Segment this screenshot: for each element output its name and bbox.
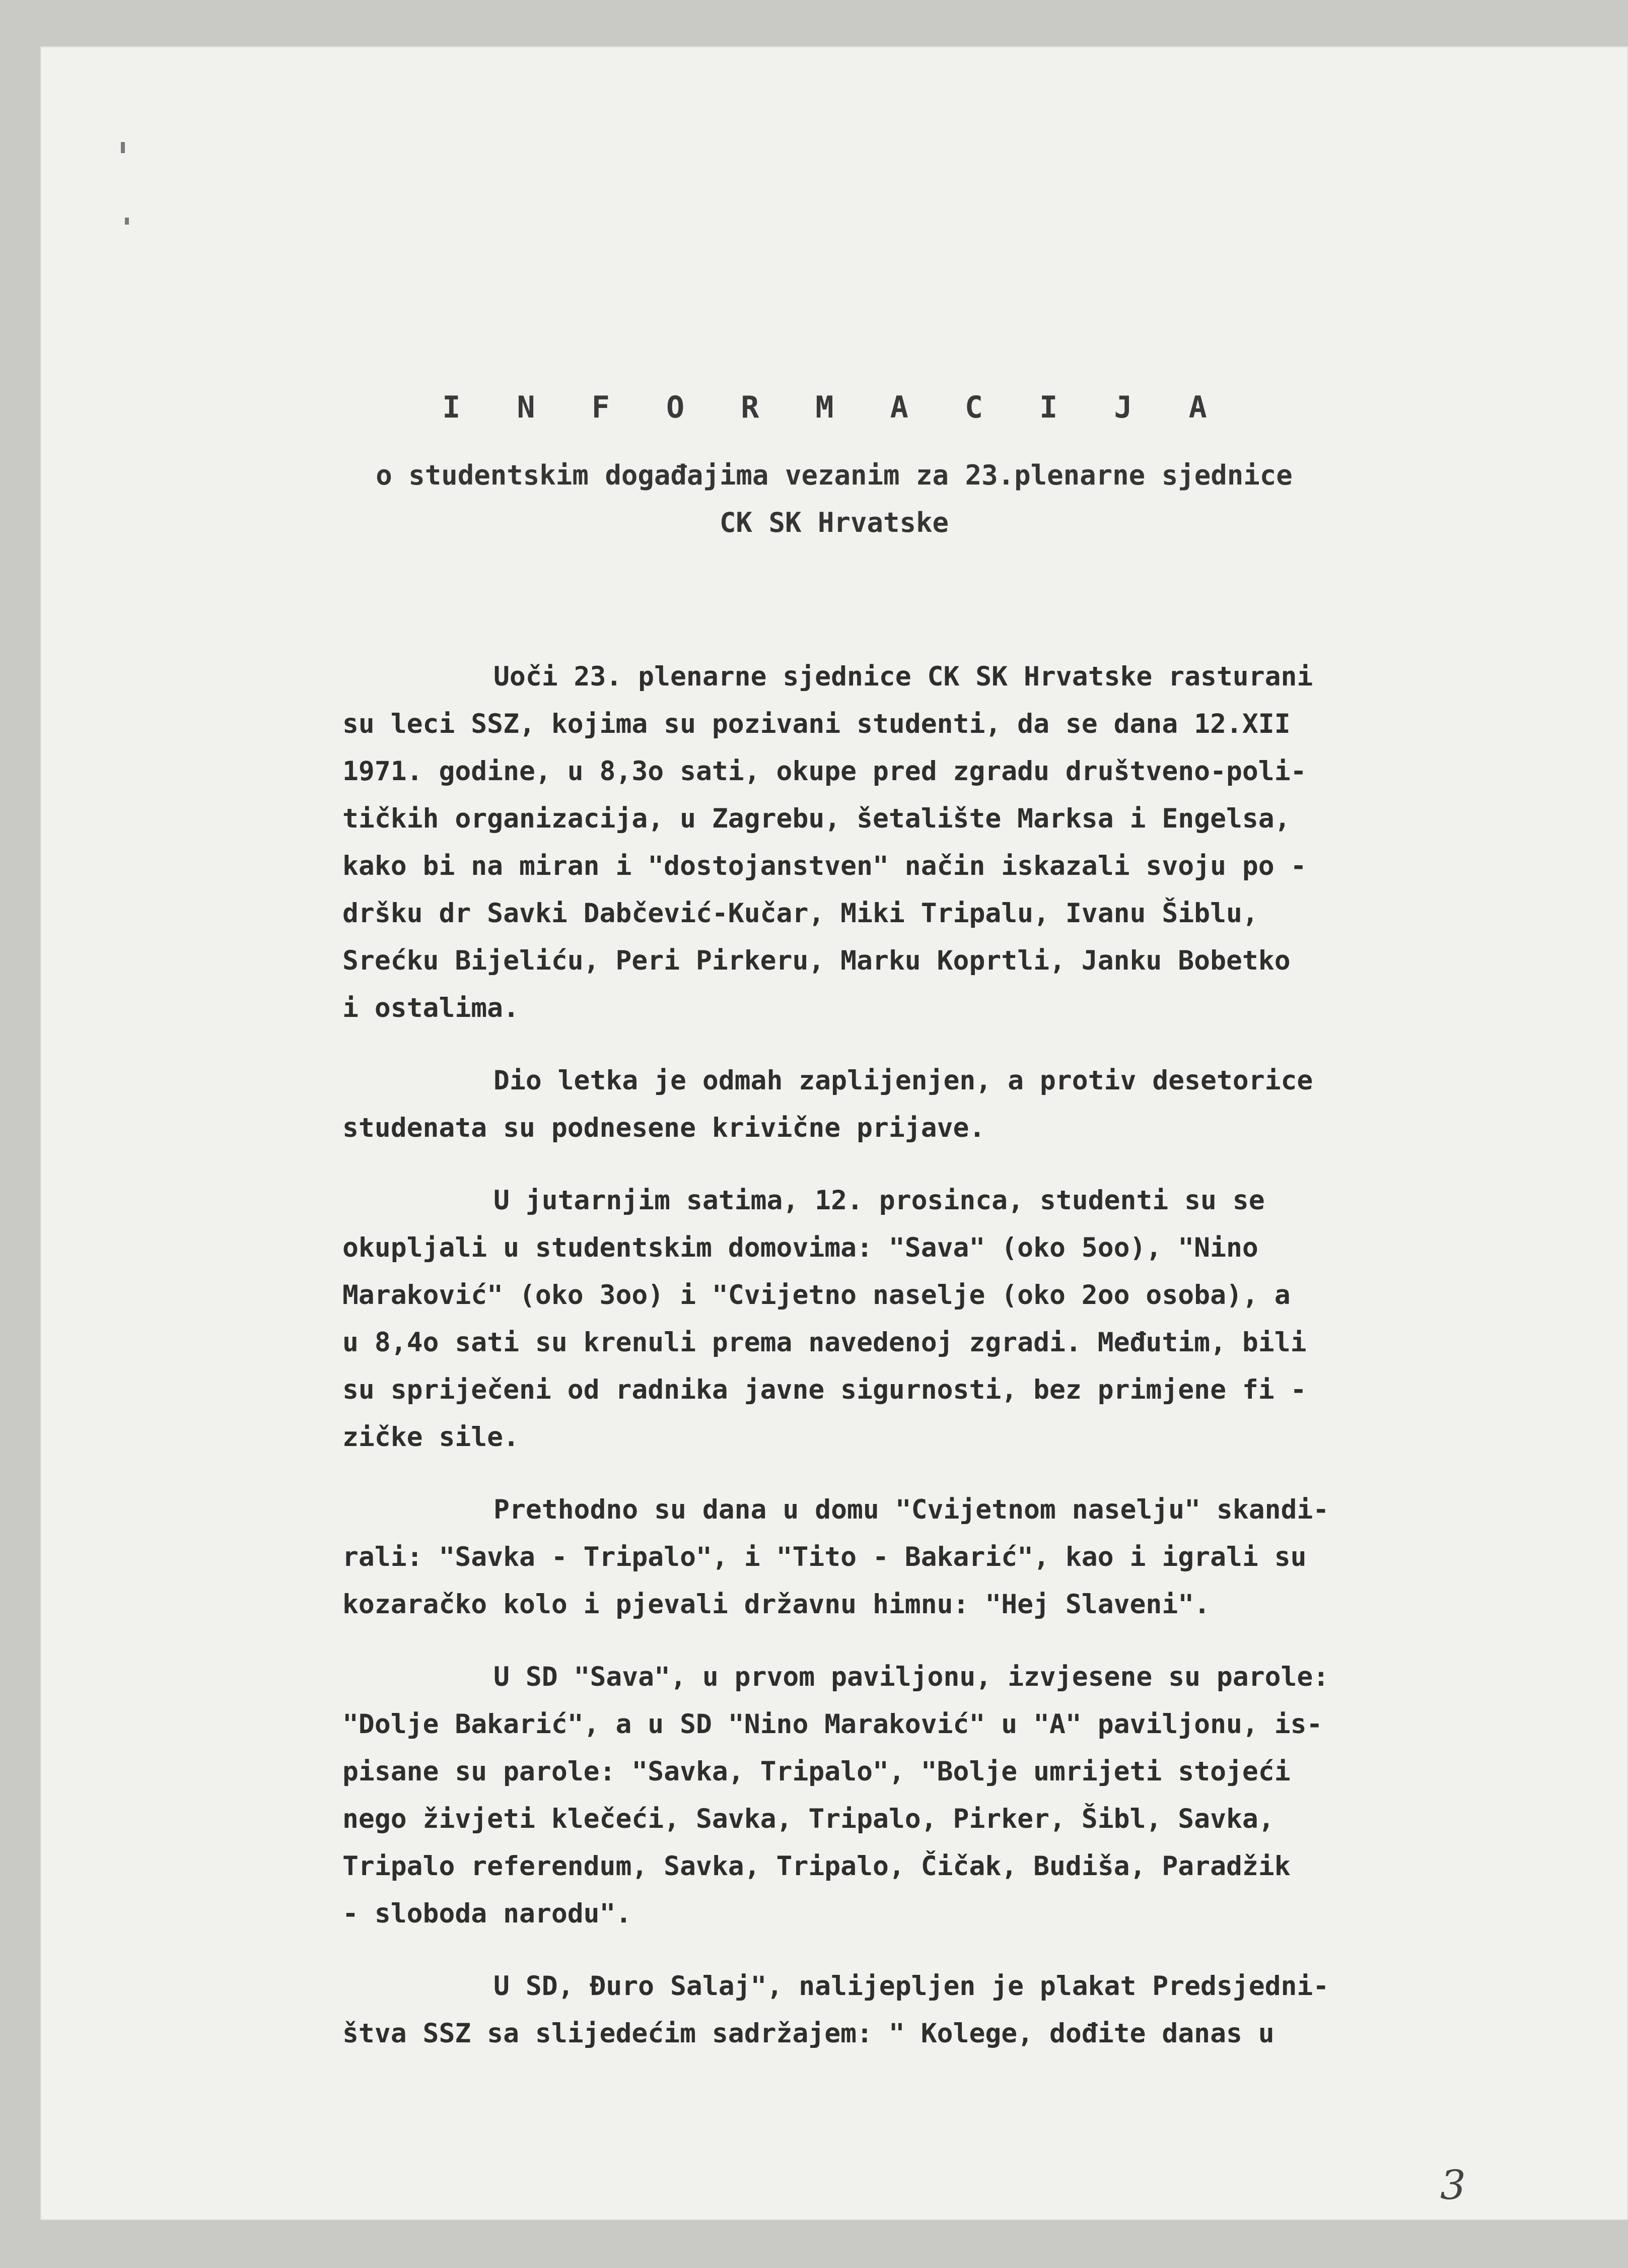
text-line: tičkih organizacija, u Zagrebu, šetalište Marksa i Engelsa, (342, 803, 1291, 834)
document-body (342, 653, 1586, 2083)
text-line: "Dolje Bakarić", a u SD "Nino Maraković" u "A" paviljonu, is- (342, 1709, 1323, 1740)
text-line: Prethodno su dana u domu "Cvijetnom naselju" skandi- (493, 1494, 1329, 1525)
text-line: U SD, Đuro Salaj", nalijepljen je plakat Predsjedni- (493, 1971, 1329, 2002)
text-line: štva SSZ sa slijedećim sadržajem: " Kolege, dođite danas u (342, 2018, 1275, 2049)
document-page (40, 46, 1628, 2220)
text-line: zičke sile. (342, 1422, 519, 1453)
text-line: U jutarnjim satima, 12. prosinca, studenti su se (493, 1185, 1265, 1216)
text-line: kozaračko kolo i pjevali državnu himnu: "Hej Slaveni". (342, 1589, 1211, 1620)
text-line: Dio letka je odmah zaplijenjen, a protiv desetorice (493, 1065, 1313, 1096)
paragraph (342, 1654, 1586, 1938)
margin-mark (125, 218, 129, 225)
text-line: Tripalo referendum, Savka, Tripalo, Čičak, Budiša, Paradžik (342, 1851, 1291, 1882)
text-line: Srećku Bijeliću, Peri Pirkeru, Marku Koprtli, Janku Bobetko (342, 945, 1291, 976)
text-line: nego živjeti klečeći, Savka, Tripalo, Pirker, Šibl, Savka, (342, 1804, 1275, 1834)
document-title: I N F O R M A C I J A (442, 390, 1226, 425)
paragraph (342, 653, 1586, 1032)
text-line: dršku dr Savki Dabčević-Kučar, Miki Tripalu, Ivanu Šiblu, (342, 898, 1258, 929)
text-line: su leci SSZ, kojima su pozivani studenti, da se dana 12.XII (342, 709, 1291, 739)
text-line: u 8,4o sati su krenuli prema navedenoj zgradi. Međutim, bili (342, 1327, 1307, 1358)
paragraph (342, 1057, 1586, 1152)
text-line: kako bi na miran i "dostojanstven" način iskazali svoju po - (342, 851, 1307, 881)
text-line: - sloboda narodu". (342, 1898, 632, 1929)
document-subtitle: o studentskim događajima vezanim za 23.plenarne sjednice (376, 459, 1293, 491)
margin-mark (121, 142, 125, 153)
page-number: 3 (1440, 2162, 1466, 2209)
text-line: su spriječeni od radnika javne sigurnosti, bez primjene fi - (342, 1374, 1307, 1405)
paragraph (342, 1177, 1586, 1461)
text-line: okupljali u studentskim domovima: "Sava" (oko 5oo), "Nino (342, 1232, 1258, 1263)
text-line: Maraković" (oko 3oo) i "Cvijetno naselje (oko 2oo osoba), a (342, 1280, 1291, 1311)
text-line: Uoči 23. plenarne sjednice CK SK Hrvatske rasturani (493, 661, 1313, 692)
paragraph (342, 1963, 1586, 2057)
document-subtitle-organization: CK SK Hrvatske (719, 507, 949, 538)
text-line: pisane su parole: "Savka, Tripalo", "Bolje umrijeti stojeći (342, 1756, 1291, 1787)
text-line: studenata su podnesene krivične prijave. (342, 1113, 985, 1143)
text-line: U SD "Sava", u prvom paviljonu, izvjesene su parole: (493, 1662, 1329, 1692)
text-line: rali: "Savka - Tripalo", i "Tito - Bakarić", kao i igrali su (342, 1542, 1307, 1572)
text-line: 1971. godine, u 8,3o sati, okupe pred zgradu društveno-poli- (342, 756, 1307, 787)
paragraph (342, 1486, 1586, 1628)
text-line: i ostalima. (342, 993, 519, 1023)
